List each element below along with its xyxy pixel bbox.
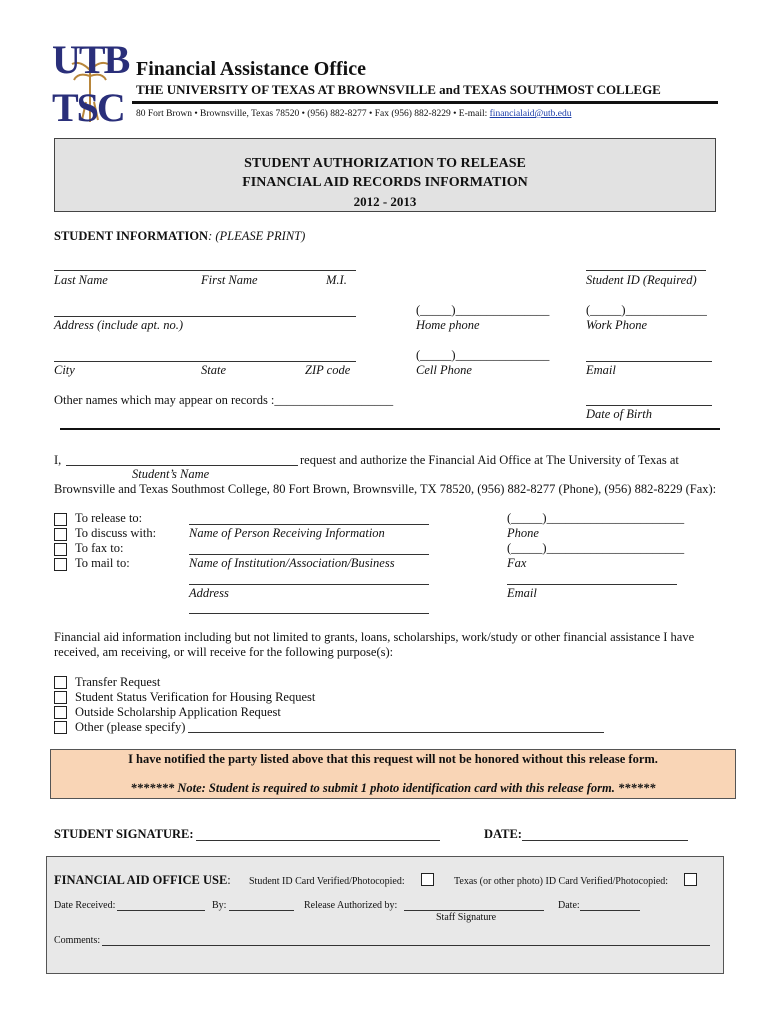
recipient-fax-input[interactable]: (_____)______________________	[507, 541, 685, 555]
office-use-title	[54, 873, 231, 888]
date-received-line[interactable]	[117, 910, 205, 911]
state-label: State	[201, 363, 226, 377]
university-address-text: Brownsville and Texas Southmost College, 80 Fort Brown, Brownsville, TX 78520, (956) 882-8277 (Phone), (956) 882-8229 (Fax):	[54, 482, 717, 496]
purpose-description: Financial aid information including but not limited to grants, loans, scholarships, work/study or other financial assistance I have received, am receiving, or will receive for the following purpose(s):	[54, 630, 695, 659]
discuss-with-checkbox[interactable]	[54, 528, 67, 541]
texas-id-verified-checkbox[interactable]	[684, 873, 697, 886]
recipient-email-input-line[interactable]	[507, 584, 677, 585]
students-name-label: Student’s Name	[132, 467, 210, 481]
recipient-address-label: Address	[189, 586, 229, 600]
mi-label: M.I.	[326, 273, 347, 287]
mail-to-label: To mail to:	[75, 556, 130, 570]
office-use-colon: :	[227, 873, 231, 887]
form-year: 2012 - 2013	[353, 194, 417, 209]
address-input-line[interactable]	[54, 316, 356, 317]
notice-line1: I have notified the party listed above that this request will not be honored without this release form.	[128, 752, 658, 766]
fax-to-checkbox[interactable]	[54, 543, 67, 556]
home-phone-input[interactable]: (_____)_______________	[416, 303, 550, 317]
other-purpose-label: Other (please specify)	[75, 720, 186, 734]
comments-label: Comments:	[54, 935, 101, 946]
email-label: Email	[586, 363, 616, 377]
institution-label: Name of Institution/Association/Business	[189, 556, 395, 570]
zip-label: ZIP code	[305, 363, 351, 377]
scholarship-request-checkbox[interactable]	[54, 706, 67, 719]
student-id-input-line[interactable]	[586, 270, 706, 271]
student-info-heading	[54, 229, 305, 244]
office-use-label: FINANCIAL AID OFFICE USE	[54, 873, 228, 887]
dob-label: Date of Birth	[586, 407, 652, 421]
id-verified-label: Student ID Card Verified/Photocopied:	[249, 876, 405, 887]
recipient-email-label: Email	[507, 586, 537, 600]
email-link[interactable]: financialaid@utb.edu	[489, 109, 572, 119]
other-names-field[interactable]: Other names which may appear on records :___________________	[54, 393, 394, 407]
office-title: Financial Assistance Office	[136, 58, 366, 80]
date-received-label: Date Received:	[54, 900, 116, 911]
contact-info: 80 Fort Brown • Brownsville, Texas 78520 • (956) 882-8277 • Fax (956) 882-8229 • E-mail:	[136, 109, 490, 119]
header-rule	[132, 101, 718, 104]
city-label: City	[54, 363, 75, 377]
last-name-label: Last Name	[54, 273, 108, 287]
i-label: I,	[54, 453, 62, 467]
please-print-label: : (PLEASE PRINT)	[208, 229, 306, 243]
recipient-name-input-line[interactable]	[189, 524, 429, 525]
logo-utb: UTB	[52, 37, 129, 82]
student-signature-label: STUDENT SIGNATURE:	[54, 827, 194, 841]
release-to-checkbox[interactable]	[54, 513, 67, 526]
cell-phone-label: Cell Phone	[416, 363, 472, 377]
institution-input-line[interactable]	[189, 554, 429, 555]
work-phone-input[interactable]: (_____)_____________	[586, 303, 707, 317]
signature-date-line[interactable]	[522, 840, 688, 841]
transfer-request-label: Transfer Request	[75, 675, 161, 689]
home-phone-label: Home phone	[416, 318, 480, 332]
signature-date-label: DATE:	[484, 827, 522, 841]
recipient-phone-label: Phone	[507, 526, 539, 540]
release-authorized-line[interactable]	[404, 910, 544, 911]
form-title-line2: FINANCIAL AID RECORDS INFORMATION	[242, 175, 528, 190]
recipient-address-input-line[interactable]	[189, 584, 429, 585]
request-text: request and authorize the Financial Aid Office at The University of Texas at	[300, 453, 679, 467]
discuss-with-label: To discuss with:	[75, 526, 157, 540]
by-line[interactable]	[229, 910, 294, 911]
recipient-fax-label: Fax	[507, 556, 527, 570]
fax-to-label: To fax to:	[75, 541, 124, 555]
student-info-label: STUDENT INFORMATION	[54, 229, 209, 243]
by-label: By:	[212, 900, 227, 911]
email-input-line[interactable]	[586, 361, 712, 362]
recipient-phone-input[interactable]: (_____)______________________	[507, 511, 685, 525]
housing-verification-label: Student Status Verification for Housing Request	[75, 690, 316, 704]
other-purpose-input-line[interactable]	[188, 732, 604, 733]
dob-input-line[interactable]	[586, 405, 712, 406]
student-id-label: Student ID (Required)	[586, 273, 697, 287]
first-name-label: First Name	[201, 273, 258, 287]
comments-line[interactable]	[102, 945, 710, 946]
mail-to-checkbox[interactable]	[54, 558, 67, 571]
transfer-request-checkbox[interactable]	[54, 676, 67, 689]
release-to-label: To release to:	[75, 511, 143, 525]
contact-line	[136, 109, 571, 119]
id-verified-checkbox[interactable]	[421, 873, 434, 886]
recipient-name-label: Name of Person Receiving Information	[189, 526, 385, 540]
section-divider	[60, 428, 720, 430]
office-date-label: Date:	[558, 900, 580, 911]
university-name: THE UNIVERSITY OF TEXAS AT BROWNSVILLE and TEXAS SOUTHMOST COLLEGE	[136, 82, 661, 97]
utb-tsc-logo	[52, 37, 129, 134]
form-title-line1: STUDENT AUTHORIZATION TO RELEASE	[244, 156, 526, 171]
logo-tsc: TSC	[52, 85, 124, 130]
other-purpose-checkbox[interactable]	[54, 721, 67, 734]
staff-signature-label: Staff Signature	[436, 912, 497, 923]
name-input-line[interactable]	[54, 270, 356, 271]
notice-line2: ******* Note: Student is required to submit 1 photo identification card with this release form. ******	[130, 781, 656, 795]
city-state-zip-input-line[interactable]	[54, 361, 356, 362]
address-label: Address (include apt. no.)	[54, 318, 184, 332]
recipient-address-line2[interactable]	[189, 613, 429, 614]
cell-phone-input[interactable]: (_____)_______________	[416, 348, 550, 362]
office-date-line[interactable]	[580, 910, 640, 911]
housing-verification-checkbox[interactable]	[54, 691, 67, 704]
student-signature-line[interactable]	[196, 840, 440, 841]
work-phone-label: Work Phone	[586, 318, 647, 332]
student-name-input-line[interactable]	[66, 465, 298, 466]
texas-id-verified-label: Texas (or other photo) ID Card Verified/Photocopied:	[454, 876, 669, 887]
scholarship-request-label: Outside Scholarship Application Request	[75, 705, 281, 719]
release-authorized-label: Release Authorized by:	[304, 900, 398, 911]
